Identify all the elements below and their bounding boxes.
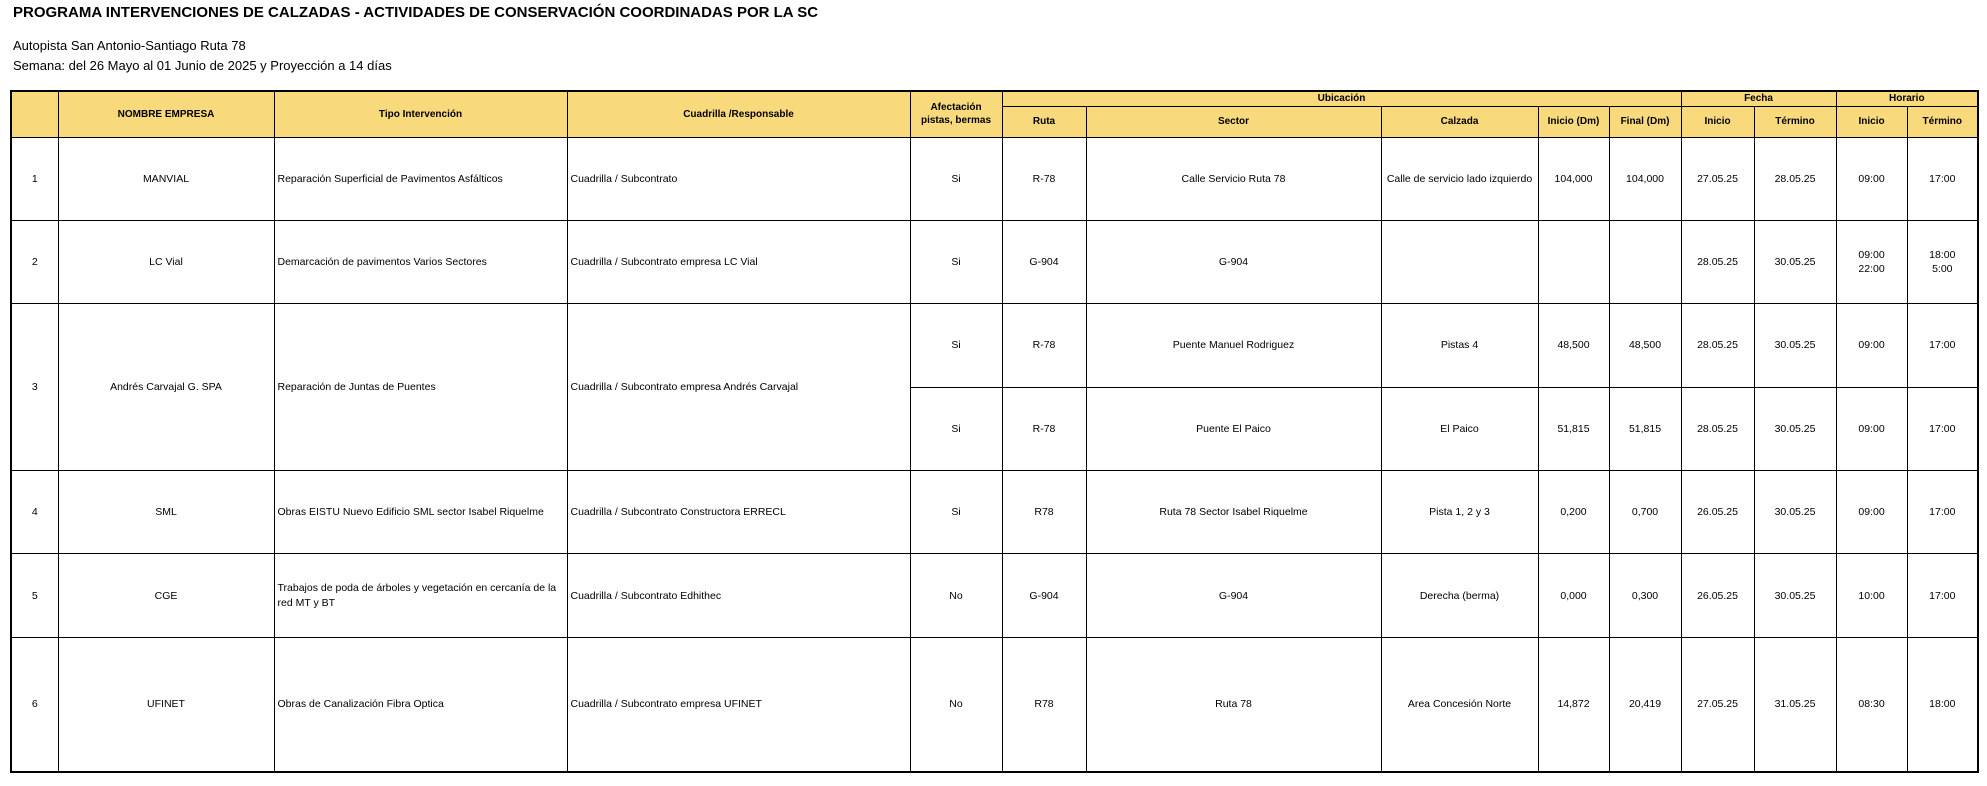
table-row bbox=[11, 137, 1978, 220]
cell-fecha-inicio: 28.05.25 bbox=[1681, 387, 1754, 470]
cell-final-dm: 51,815 bbox=[1609, 387, 1681, 470]
cell-inicio-dm bbox=[1538, 220, 1609, 303]
cell-num: 1 bbox=[11, 137, 58, 220]
cell-final-dm: 48,500 bbox=[1609, 304, 1681, 387]
header-horario-termino: Término bbox=[1907, 106, 1978, 137]
cell-calzada: Calle de servicio lado izquierdo bbox=[1381, 137, 1538, 220]
cell-final-dm: 0,700 bbox=[1609, 471, 1681, 554]
cell-inicio-dm: 0,000 bbox=[1538, 554, 1609, 637]
header-fecha-termino: Término bbox=[1754, 106, 1836, 137]
cell-hora-termino: 18:00 bbox=[1907, 637, 1978, 772]
cell-tipo: Demarcación de pavimentos Varios Sectores bbox=[274, 220, 567, 303]
header-calzada: Calzada bbox=[1381, 106, 1538, 137]
cell-tipo: Reparación Superficial de Pavimentos Asfálticos bbox=[274, 137, 567, 220]
cell-afectacion: Si bbox=[910, 304, 1002, 387]
cell-num: 2 bbox=[11, 220, 58, 303]
cell-empresa: Andrés Carvajal G. SPA bbox=[58, 304, 274, 471]
cell-fecha-inicio: 27.05.25 bbox=[1681, 137, 1754, 220]
cell-hora-inicio: 08:30 bbox=[1836, 637, 1907, 772]
subtitle-week: Semana: del 26 Mayo al 01 Junio de 2025 y Proyección a 14 días bbox=[13, 58, 392, 73]
cell-ruta: G-904 bbox=[1002, 220, 1086, 303]
cell-fecha-termino: 28.05.25 bbox=[1754, 137, 1836, 220]
cell-fecha-inicio: 28.05.25 bbox=[1681, 304, 1754, 387]
cell-final-dm: 0,300 bbox=[1609, 554, 1681, 637]
cell-inicio-dm: 51,815 bbox=[1538, 387, 1609, 470]
cell-hora-termino: 17:00 bbox=[1907, 471, 1978, 554]
table-row bbox=[11, 554, 1978, 637]
cell-sector: Puente El Paico bbox=[1086, 387, 1381, 470]
cell-ruta: R78 bbox=[1002, 471, 1086, 554]
hora-termino-2: 5:00 bbox=[1932, 263, 1953, 276]
cell-empresa: UFINET bbox=[58, 637, 274, 772]
header-ruta: Ruta bbox=[1002, 106, 1086, 137]
cell-tipo: Obras EISTU Nuevo Edificio SML sector Isabel Riquelme bbox=[274, 471, 567, 554]
cell-inicio-dm: 0,200 bbox=[1538, 471, 1609, 554]
header-ubicacion: Ubicación bbox=[1002, 91, 1681, 106]
header-num bbox=[11, 91, 58, 137]
table-row bbox=[11, 637, 1978, 772]
cell-inicio-dm: 48,500 bbox=[1538, 304, 1609, 387]
cell-afectacion: No bbox=[910, 637, 1002, 772]
cell-fecha-termino: 30.05.25 bbox=[1754, 471, 1836, 554]
header-horario: Horario bbox=[1836, 91, 1978, 106]
cell-calzada bbox=[1381, 220, 1538, 303]
cell-ruta: R78 bbox=[1002, 637, 1086, 772]
cell-fecha-termino: 30.05.25 bbox=[1754, 554, 1836, 637]
cell-afectacion: Si bbox=[910, 137, 1002, 220]
cell-tipo: Trabajos de poda de árboles y vegetación en cercanía de la red MT y BT bbox=[274, 554, 567, 637]
cell-afectacion: No bbox=[910, 554, 1002, 637]
cell-fecha-termino: 30.05.25 bbox=[1754, 387, 1836, 470]
table-row bbox=[11, 471, 1978, 554]
cell-sector: Ruta 78 Sector Isabel Riquelme bbox=[1086, 471, 1381, 554]
cell-fecha-termino: 31.05.25 bbox=[1754, 637, 1836, 772]
header-afectacion: Afectación pistas, bermas bbox=[910, 91, 1002, 137]
hora-inicio-1: 09:00 bbox=[1858, 248, 1885, 261]
cell-hora-termino: 17:00 bbox=[1907, 137, 1978, 220]
cell-cuadrilla: Cuadrilla / Subcontrato Edhithec bbox=[567, 554, 910, 637]
cell-hora-inicio: 09:00 bbox=[1836, 387, 1907, 470]
cell-final-dm: 104,000 bbox=[1609, 137, 1681, 220]
interventions-table bbox=[10, 90, 1979, 773]
cell-fecha-termino: 30.05.25 bbox=[1754, 220, 1836, 303]
cell-hora-inicio: 09:00 bbox=[1836, 304, 1907, 387]
cell-tipo: Reparación de Juntas de Puentes bbox=[274, 304, 567, 471]
cell-empresa: LC Vial bbox=[58, 220, 274, 303]
cell-ruta: R-78 bbox=[1002, 137, 1086, 220]
cell-cuadrilla: Cuadrilla / Subcontrato empresa UFINET bbox=[567, 637, 910, 772]
page-title: PROGRAMA INTERVENCIONES DE CALZADAS - ACTIVIDADES DE CONSERVACIÓN COORDINADAS POR LA SC bbox=[13, 4, 819, 21]
cell-final-dm bbox=[1609, 220, 1681, 303]
cell-sector: Calle Servicio Ruta 78 bbox=[1086, 137, 1381, 220]
hora-inicio-2: 22:00 bbox=[1858, 263, 1885, 276]
header-sector: Sector bbox=[1086, 106, 1381, 137]
header-fecha: Fecha bbox=[1681, 91, 1836, 106]
table-row bbox=[11, 220, 1978, 303]
cell-empresa: MANVIAL bbox=[58, 137, 274, 220]
cell-hora-termino: 17:00 bbox=[1907, 304, 1978, 387]
cell-afectacion: Si bbox=[910, 387, 1002, 470]
cell-fecha-inicio: 27.05.25 bbox=[1681, 637, 1754, 772]
cell-calzada: El Paico bbox=[1381, 387, 1538, 470]
header-horario-inicio: Inicio bbox=[1836, 106, 1907, 137]
cell-hora-termino: 17:00 bbox=[1907, 554, 1978, 637]
header-cuadrilla: Cuadrilla /Responsable bbox=[567, 91, 910, 137]
cell-fecha-termino: 30.05.25 bbox=[1754, 304, 1836, 387]
header-inicio-dm: Inicio (Dm) bbox=[1538, 106, 1609, 137]
cell-sector: Ruta 78 bbox=[1086, 637, 1381, 772]
subtitle-highway: Autopista San Antonio-Santiago Ruta 78 bbox=[13, 38, 246, 53]
cell-ruta: R-78 bbox=[1002, 387, 1086, 470]
hora-termino-1: 18:00 bbox=[1929, 248, 1956, 261]
cell-afectacion: Si bbox=[910, 471, 1002, 554]
cell-inicio-dm: 14,872 bbox=[1538, 637, 1609, 772]
cell-afectacion: Si bbox=[910, 220, 1002, 303]
cell-ruta: G-904 bbox=[1002, 554, 1086, 637]
header-final-dm: Final (Dm) bbox=[1609, 106, 1681, 137]
cell-hora-inicio: 09:00 bbox=[1836, 137, 1907, 220]
cell-final-dm: 20,419 bbox=[1609, 637, 1681, 772]
cell-calzada: Pista 1, 2 y 3 bbox=[1381, 471, 1538, 554]
cell-num: 4 bbox=[11, 471, 58, 554]
cell-tipo: Obras de Canalización Fibra Optica bbox=[274, 637, 567, 772]
cell-cuadrilla: Cuadrilla / Subcontrato bbox=[567, 137, 910, 220]
cell-empresa: SML bbox=[58, 471, 274, 554]
cell-cuadrilla: Cuadrilla / Subcontrato Constructora ERRECL bbox=[567, 471, 910, 554]
cell-num: 6 bbox=[11, 637, 58, 772]
cell-calzada: Derecha (berma) bbox=[1381, 554, 1538, 637]
cell-sector: Puente Manuel Rodriguez bbox=[1086, 304, 1381, 387]
cell-ruta: R-78 bbox=[1002, 304, 1086, 387]
cell-inicio-dm: 104,000 bbox=[1538, 137, 1609, 220]
cell-fecha-inicio: 26.05.25 bbox=[1681, 471, 1754, 554]
cell-hora-inicio: 10:00 bbox=[1836, 554, 1907, 637]
cell-calzada: Pistas 4 bbox=[1381, 304, 1538, 387]
table-row bbox=[11, 304, 1978, 387]
cell-hora-inicio: 09:00 bbox=[1836, 471, 1907, 554]
header-empresa: NOMBRE EMPRESA bbox=[58, 91, 274, 137]
cell-fecha-inicio: 28.05.25 bbox=[1681, 220, 1754, 303]
cell-num: 3 bbox=[11, 304, 58, 471]
cell-calzada: Area Concesión Norte bbox=[1381, 637, 1538, 772]
cell-fecha-inicio: 26.05.25 bbox=[1681, 554, 1754, 637]
cell-hora-termino: 17:00 bbox=[1907, 387, 1978, 470]
cell-empresa: CGE bbox=[58, 554, 274, 637]
header-tipo: Tipo Intervención bbox=[274, 91, 567, 137]
header-fecha-inicio: Inicio bbox=[1681, 106, 1754, 137]
cell-sector: G-904 bbox=[1086, 554, 1381, 637]
cell-num: 5 bbox=[11, 554, 58, 637]
cell-sector: G-904 bbox=[1086, 220, 1381, 303]
cell-cuadrilla: Cuadrilla / Subcontrato empresa Andrés Carvajal bbox=[567, 304, 910, 471]
cell-hora-inicio bbox=[1836, 220, 1907, 303]
cell-cuadrilla: Cuadrilla / Subcontrato empresa LC Vial bbox=[567, 220, 910, 303]
cell-hora-termino bbox=[1907, 220, 1978, 303]
